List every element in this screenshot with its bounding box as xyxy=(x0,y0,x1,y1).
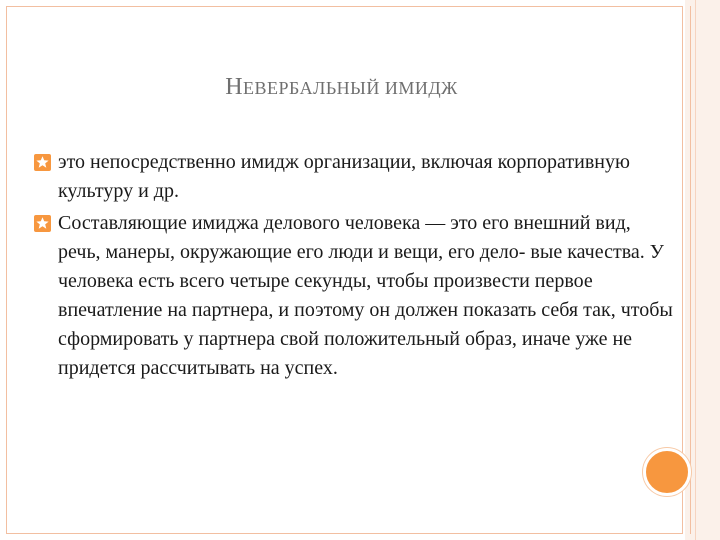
star-bullet-icon xyxy=(34,154,51,171)
slide-content xyxy=(34,148,674,386)
bullet-text-2: Составляющие имиджа делового человека — это его внешний вид, речь, манеры, окружающие его люди и вещи, его дело- вые качества. У человека есть всего четыре секунды, чтобы произвести первое впечатление на партнера, и поэтому он должен показать себя так, чтобы сформировать у партнера свой положительный образ, иначе уже не придется рассчитывать на успех. xyxy=(58,212,673,379)
bullet-item-1 xyxy=(34,148,674,206)
band-line-inner xyxy=(690,6,691,534)
star-bullet-icon xyxy=(34,215,51,232)
bullet-text-1: это непосредственно имидж организации, включая корпоративную культуру и др. xyxy=(58,151,630,202)
orange-circle-icon xyxy=(643,448,691,496)
bullet-item-2 xyxy=(34,209,674,383)
slide-title xyxy=(0,74,683,101)
right-decorative-band xyxy=(685,0,720,540)
band-line-outer xyxy=(695,0,696,540)
title-initial: Н xyxy=(225,74,244,100)
title-rest: ЕВЕРБАЛЬНЫЙ ИМИДЖ xyxy=(243,78,458,98)
